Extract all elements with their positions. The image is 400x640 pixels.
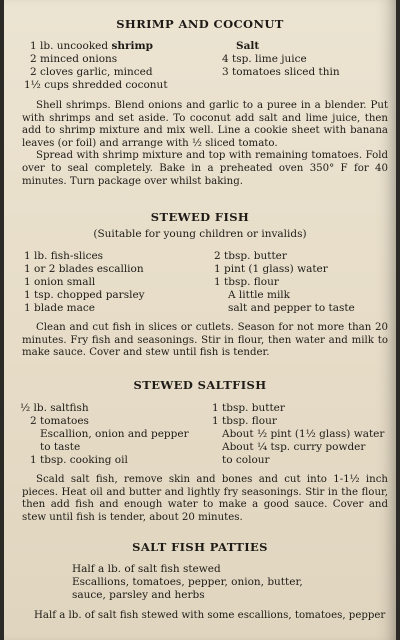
ingredient-line: 1 tbsp. cooking oil bbox=[30, 454, 128, 466]
ingredient-line: 1 lb. fish-slices bbox=[24, 250, 104, 262]
ingredient-line: to colour bbox=[222, 454, 270, 466]
recipe-title-stewed-saltfish: STEWED SALTFISH bbox=[133, 378, 267, 392]
filling-line: sauce, parsley and herbs bbox=[72, 589, 205, 601]
ingredient-line: About ¼ tsp. curry powder bbox=[222, 441, 366, 453]
method-paragraph: Shell shrimps. Blend onions and garlic to a puree in a blender. Put with shrimps and set aside. To coconut add salt and lime juice, then add to shrimp mixture and mix well. Line a cookie sheet with banana leaves (or foil) and arrange with ½ sliced tomato. Spread with shrimp mixture and top with remaining tomatoes. Fold over to seal completely. Bake in a preheated oven 350° F for 40 minutes. Turn package over whilst baking. bbox=[22, 100, 388, 187]
ingredient-line: 1 blade mace bbox=[24, 302, 95, 314]
ingredient-line: About ½ pint (1½ glass) water bbox=[222, 428, 385, 440]
method-paragraph: Clean and cut fish in slices or cutlets. Season for not more than 20 minutes. Fry fish and seasonings. Stir in flour, then water and milk to make sauce. Cover and stew until fish is tender. bbox=[22, 322, 388, 359]
method-line: Half a lb. of salt fish stewed with some escallions, tomatoes, pepper bbox=[34, 610, 386, 621]
filling-line: Escallions, tomatoes, pepper, onion, butter, bbox=[72, 576, 303, 588]
ingredient-line: 1½ cups shredded coconut bbox=[24, 79, 168, 91]
ingredient-line: 1 tbsp. flour bbox=[214, 276, 279, 288]
ingredient-line: 1 pint (1 glass) water bbox=[214, 263, 328, 275]
recipe-subtitle: (Suitable for young children or invalids) bbox=[93, 228, 307, 240]
ingredient-line: 2 tomatoes bbox=[30, 415, 89, 427]
ingredient-line: 1 onion small bbox=[24, 276, 96, 288]
ingredient-line: 2 cloves garlic, minced bbox=[30, 66, 153, 78]
recipe-title-stewed-fish: STEWED FISH bbox=[150, 210, 250, 224]
filling-line: Half a lb. of salt fish stewed bbox=[72, 563, 221, 575]
ingredient-line: 2 minced onions bbox=[30, 53, 118, 65]
ingredient-line: ½ lb. saltfish bbox=[20, 402, 89, 414]
ingredient-line: 1 tsp. chopped parsley bbox=[24, 289, 145, 301]
ingredient-line: 2 tbsp. butter bbox=[214, 250, 287, 262]
ingredient-line: 3 tomatoes sliced thin bbox=[222, 66, 340, 78]
cookbook-page bbox=[4, 0, 396, 640]
recipe-title-salt-fish-patties: SALT FISH PATTIES bbox=[132, 540, 268, 554]
method-paragraph: Scald salt fish, remove skin and bones and cut into 1-1½ inch pieces. Heat oil and butter and lightly fry seasonings. Stir in the flour, then add fish and enough water to make a good sauce. Cover and stew until fish is tender, about 20 minutes. bbox=[22, 474, 388, 523]
ingredient-line: salt and pepper to taste bbox=[228, 302, 355, 314]
ingredient-line: A little milk bbox=[228, 289, 291, 301]
ingredient-line: Escallion, onion and pepper bbox=[40, 428, 189, 440]
recipe-title-shrimp-coconut: SHRIMP AND COCONUT bbox=[116, 17, 284, 31]
ingredient-line: 1 or 2 blades escallion bbox=[24, 263, 144, 275]
ingredient-line: 1 lb. uncooked shrimp bbox=[30, 40, 153, 52]
ingredient-line: Salt bbox=[236, 40, 260, 52]
ingredient-line: to taste bbox=[40, 441, 81, 453]
ingredient-line: 1 tbsp. flour bbox=[212, 415, 277, 427]
ingredient-line: 1 tbsp. butter bbox=[212, 402, 285, 414]
ingredient-line: 4 tsp. lime juice bbox=[222, 53, 307, 65]
